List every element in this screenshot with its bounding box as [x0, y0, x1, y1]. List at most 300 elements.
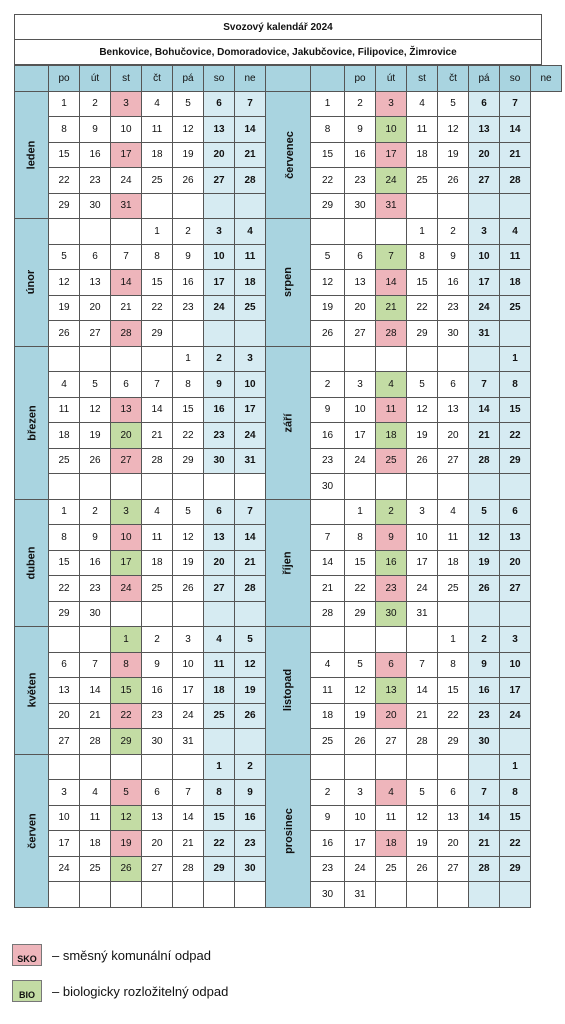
empty-cell — [111, 474, 142, 500]
legend-swatch-sko: SKO — [12, 944, 42, 966]
day-cell: 1 — [311, 91, 345, 117]
day-cell — [111, 754, 142, 780]
day-cell: 4 — [407, 91, 438, 117]
day-cell: 26 — [173, 168, 204, 194]
day-cell: 18 — [142, 142, 173, 168]
day-cell: 29 — [500, 448, 531, 474]
day-cell — [235, 321, 266, 347]
day-cell: 13 — [204, 117, 235, 143]
day-cell: 27 — [111, 448, 142, 474]
day-cell: 2 — [235, 754, 266, 780]
day-cell — [376, 882, 407, 908]
day-cell: 11 — [142, 525, 173, 551]
day-cell: 27 — [469, 168, 500, 194]
day-cell: 3 — [345, 372, 376, 398]
day-cell: 1 — [49, 91, 80, 117]
day-cell: 4 — [80, 780, 111, 806]
day-cell: 13 — [49, 678, 80, 704]
day-cell — [345, 219, 376, 245]
day-cell: 29 — [311, 193, 345, 219]
day-cell: 16 — [142, 678, 173, 704]
day-cell: 29 — [173, 448, 204, 474]
day-cell: 3 — [111, 91, 142, 117]
day-cell — [376, 474, 407, 500]
day-cell: 15 — [500, 397, 531, 423]
day-cell: 4 — [142, 91, 173, 117]
day-cell: 15 — [204, 805, 235, 831]
day-cell — [438, 346, 469, 372]
day-cell: 26 — [469, 576, 500, 602]
weekday-header: ne — [235, 66, 266, 92]
day-cell: 22 — [173, 423, 204, 449]
day-cell: 12 — [345, 678, 376, 704]
day-cell: 17 — [49, 831, 80, 857]
month-name: září — [282, 413, 294, 432]
day-cell: 14 — [80, 678, 111, 704]
day-cell: 28 — [142, 448, 173, 474]
day-cell: 19 — [173, 550, 204, 576]
day-cell — [80, 754, 111, 780]
legend — [12, 944, 228, 1016]
day-cell: 7 — [173, 780, 204, 806]
day-cell: 28 — [500, 168, 531, 194]
day-cell: 10 — [204, 244, 235, 270]
day-cell: 19 — [469, 550, 500, 576]
day-cell: 16 — [204, 397, 235, 423]
day-cell: 12 — [311, 270, 345, 296]
day-cell: 20 — [438, 831, 469, 857]
day-cell: 30 — [469, 729, 500, 755]
day-cell: 6 — [438, 780, 469, 806]
week-row — [15, 499, 562, 525]
day-cell: 17 — [345, 423, 376, 449]
day-cell — [500, 601, 531, 627]
day-cell: 26 — [173, 576, 204, 602]
day-cell: 1 — [500, 346, 531, 372]
day-cell: 5 — [438, 91, 469, 117]
weekday-header: út — [80, 66, 111, 92]
day-cell — [407, 193, 438, 219]
day-cell: 21 — [311, 576, 345, 602]
day-cell: 30 — [80, 601, 111, 627]
day-cell: 17 — [235, 397, 266, 423]
legend-label-bio: – biologicky rozložitelný odpad — [52, 983, 229, 999]
legend-item-sko — [12, 944, 228, 966]
day-cell: 5 — [407, 372, 438, 398]
day-cell: 6 — [376, 652, 407, 678]
month-label — [15, 91, 49, 219]
day-cell — [49, 219, 80, 245]
day-cell — [407, 882, 438, 908]
day-cell — [111, 219, 142, 245]
day-cell: 10 — [235, 372, 266, 398]
day-cell: 11 — [49, 397, 80, 423]
day-cell: 22 — [204, 831, 235, 857]
day-cell: 7 — [142, 372, 173, 398]
day-cell: 21 — [469, 423, 500, 449]
day-cell: 24 — [204, 295, 235, 321]
day-cell: 4 — [438, 499, 469, 525]
day-cell: 5 — [49, 244, 80, 270]
day-cell — [407, 346, 438, 372]
day-cell: 27 — [345, 321, 376, 347]
week-row — [15, 627, 562, 653]
legend-item-bio — [12, 980, 228, 1002]
day-cell: 7 — [235, 499, 266, 525]
day-cell: 28 — [80, 729, 111, 755]
week-row — [15, 219, 562, 245]
day-cell — [173, 601, 204, 627]
day-cell: 9 — [142, 652, 173, 678]
month-label — [266, 754, 311, 907]
day-cell: 8 — [345, 525, 376, 551]
day-cell: 27 — [500, 576, 531, 602]
day-cell: 15 — [111, 678, 142, 704]
day-cell: 8 — [204, 780, 235, 806]
day-cell — [111, 346, 142, 372]
day-cell: 5 — [111, 780, 142, 806]
day-cell: 4 — [376, 780, 407, 806]
month-label — [266, 627, 311, 755]
day-cell: 18 — [407, 142, 438, 168]
day-cell: 2 — [311, 372, 345, 398]
day-cell: 2 — [80, 499, 111, 525]
day-cell: 6 — [204, 91, 235, 117]
day-cell: 5 — [311, 244, 345, 270]
week-row — [15, 91, 562, 117]
day-cell: 22 — [438, 703, 469, 729]
day-cell: 5 — [80, 372, 111, 398]
day-cell — [469, 754, 500, 780]
day-cell: 13 — [111, 397, 142, 423]
day-cell: 3 — [204, 219, 235, 245]
day-cell: 29 — [204, 856, 235, 882]
day-cell: 13 — [345, 270, 376, 296]
day-cell: 26 — [311, 321, 345, 347]
day-cell — [407, 474, 438, 500]
day-cell: 1 — [142, 219, 173, 245]
day-cell: 25 — [500, 295, 531, 321]
day-cell: 13 — [80, 270, 111, 296]
day-cell: 7 — [500, 91, 531, 117]
day-cell: 20 — [500, 550, 531, 576]
weekday-header-row — [15, 66, 562, 92]
day-cell: 23 — [469, 703, 500, 729]
day-cell: 15 — [407, 270, 438, 296]
day-cell: 24 — [407, 576, 438, 602]
day-cell: 20 — [204, 142, 235, 168]
day-cell — [500, 193, 531, 219]
day-cell: 21 — [173, 831, 204, 857]
day-cell: 22 — [500, 831, 531, 857]
day-cell: 15 — [173, 397, 204, 423]
day-cell: 22 — [49, 168, 80, 194]
day-cell: 11 — [376, 805, 407, 831]
day-cell: 4 — [235, 219, 266, 245]
day-cell: 31 — [173, 729, 204, 755]
day-cell: 31 — [376, 193, 407, 219]
day-cell: 31 — [111, 193, 142, 219]
day-cell — [80, 627, 111, 653]
day-cell: 4 — [311, 652, 345, 678]
day-cell: 10 — [469, 244, 500, 270]
month-label — [266, 219, 311, 347]
day-cell: 11 — [500, 244, 531, 270]
month-label — [15, 499, 49, 627]
day-cell: 1 — [345, 499, 376, 525]
day-cell: 12 — [469, 525, 500, 551]
day-cell: 13 — [438, 805, 469, 831]
day-cell: 6 — [142, 780, 173, 806]
month-label — [15, 754, 49, 907]
day-cell — [142, 193, 173, 219]
month-name: prosinec — [282, 807, 295, 854]
day-cell: 17 — [173, 678, 204, 704]
day-cell: 17 — [500, 678, 531, 704]
day-cell: 10 — [345, 397, 376, 423]
day-cell — [500, 882, 531, 908]
month-label — [15, 346, 49, 499]
day-cell: 16 — [345, 142, 376, 168]
weekday-header: so — [500, 66, 531, 92]
day-cell: 11 — [235, 244, 266, 270]
day-cell: 23 — [311, 448, 345, 474]
day-cell: 29 — [111, 729, 142, 755]
day-cell: 26 — [111, 856, 142, 882]
day-cell: 19 — [407, 423, 438, 449]
empty-cell — [204, 882, 235, 908]
day-cell: 7 — [376, 244, 407, 270]
day-cell: 28 — [111, 321, 142, 347]
day-cell: 30 — [80, 193, 111, 219]
day-cell — [204, 193, 235, 219]
day-cell: 30 — [311, 882, 345, 908]
day-cell: 15 — [438, 678, 469, 704]
day-cell — [469, 601, 500, 627]
day-cell: 21 — [80, 703, 111, 729]
day-cell: 10 — [407, 525, 438, 551]
empty-cell — [142, 882, 173, 908]
day-cell — [311, 346, 345, 372]
day-cell — [311, 219, 345, 245]
weekday-header: st — [111, 66, 142, 92]
day-cell: 12 — [111, 805, 142, 831]
day-cell: 2 — [80, 91, 111, 117]
month-name: říjen — [281, 551, 294, 575]
day-cell: 17 — [376, 142, 407, 168]
day-cell: 30 — [142, 729, 173, 755]
day-cell: 17 — [111, 142, 142, 168]
day-cell: 9 — [469, 652, 500, 678]
week-row — [15, 754, 562, 780]
day-cell: 25 — [376, 856, 407, 882]
day-cell: 23 — [80, 576, 111, 602]
day-cell: 27 — [204, 576, 235, 602]
day-cell: 23 — [376, 576, 407, 602]
day-cell: 9 — [438, 244, 469, 270]
day-cell: 17 — [407, 550, 438, 576]
day-cell: 20 — [49, 703, 80, 729]
column-gap — [266, 66, 311, 92]
day-cell — [204, 601, 235, 627]
day-cell: 16 — [311, 423, 345, 449]
day-cell: 16 — [235, 805, 266, 831]
day-cell: 24 — [345, 448, 376, 474]
day-cell — [376, 219, 407, 245]
day-cell: 8 — [311, 117, 345, 143]
day-cell: 14 — [311, 550, 345, 576]
day-cell: 3 — [469, 219, 500, 245]
day-cell: 26 — [235, 703, 266, 729]
day-cell: 13 — [376, 678, 407, 704]
weekday-header: po — [345, 66, 376, 92]
day-cell: 5 — [173, 91, 204, 117]
day-cell: 9 — [80, 117, 111, 143]
day-cell: 24 — [376, 168, 407, 194]
day-cell: 29 — [438, 729, 469, 755]
weekday-header: st — [407, 66, 438, 92]
empty-cell — [204, 474, 235, 500]
weekday-header: so — [204, 66, 235, 92]
day-cell: 19 — [345, 703, 376, 729]
calendar-container — [14, 14, 552, 908]
day-cell: 29 — [407, 321, 438, 347]
day-cell: 2 — [311, 780, 345, 806]
day-cell: 26 — [345, 729, 376, 755]
day-cell — [204, 321, 235, 347]
day-cell: 17 — [345, 831, 376, 857]
day-cell — [407, 754, 438, 780]
day-cell: 8 — [500, 780, 531, 806]
day-cell: 23 — [235, 831, 266, 857]
day-cell — [173, 193, 204, 219]
day-cell: 22 — [407, 295, 438, 321]
day-cell — [173, 321, 204, 347]
month-name: únor — [25, 270, 38, 295]
month-name: květen — [26, 672, 39, 708]
weekday-header: pá — [173, 66, 204, 92]
calendar-subtitle: Benkovice, Bohučovice, Domoradovice, Jakubčovice, Filipovice, Žimrovice — [14, 39, 542, 65]
day-cell: 8 — [49, 117, 80, 143]
day-cell: 24 — [235, 423, 266, 449]
day-cell — [111, 601, 142, 627]
day-cell: 8 — [142, 244, 173, 270]
day-cell: 28 — [173, 856, 204, 882]
day-cell — [376, 346, 407, 372]
day-cell: 10 — [111, 525, 142, 551]
day-cell: 19 — [311, 295, 345, 321]
day-cell: 12 — [173, 525, 204, 551]
day-cell: 14 — [500, 117, 531, 143]
day-cell — [80, 219, 111, 245]
day-cell: 10 — [173, 652, 204, 678]
day-cell: 12 — [407, 805, 438, 831]
day-cell: 28 — [235, 576, 266, 602]
day-cell: 14 — [407, 678, 438, 704]
month-name: srpen — [282, 267, 294, 298]
day-cell: 15 — [49, 142, 80, 168]
day-cell: 11 — [204, 652, 235, 678]
day-cell: 3 — [407, 499, 438, 525]
week-row — [15, 346, 562, 372]
day-cell: 13 — [142, 805, 173, 831]
day-cell: 11 — [407, 117, 438, 143]
day-cell: 3 — [345, 780, 376, 806]
day-cell — [345, 474, 376, 500]
empty-cell — [235, 882, 266, 908]
day-cell: 15 — [142, 270, 173, 296]
day-cell — [438, 882, 469, 908]
day-cell: 15 — [345, 550, 376, 576]
day-cell: 29 — [49, 601, 80, 627]
header-corner — [15, 66, 49, 92]
empty-cell — [49, 882, 80, 908]
day-cell — [311, 627, 345, 653]
day-cell: 30 — [438, 321, 469, 347]
day-cell: 20 — [469, 142, 500, 168]
day-cell: 19 — [235, 678, 266, 704]
day-cell: 30 — [235, 856, 266, 882]
day-cell: 28 — [311, 601, 345, 627]
day-cell — [142, 601, 173, 627]
day-cell: 11 — [438, 525, 469, 551]
empty-cell — [173, 474, 204, 500]
calendar-title: Svozový kalendář 2024 — [14, 14, 542, 39]
legend-swatch-bio: BIO — [12, 980, 42, 1002]
day-cell: 3 — [235, 346, 266, 372]
day-cell: 25 — [142, 168, 173, 194]
day-cell: 25 — [376, 448, 407, 474]
day-cell: 19 — [438, 142, 469, 168]
day-cell: 21 — [500, 142, 531, 168]
day-cell: 22 — [345, 576, 376, 602]
day-cell: 22 — [311, 168, 345, 194]
day-cell: 20 — [204, 550, 235, 576]
day-cell: 27 — [438, 448, 469, 474]
day-cell: 23 — [345, 168, 376, 194]
day-cell: 6 — [469, 91, 500, 117]
day-cell: 16 — [80, 142, 111, 168]
day-cell: 10 — [49, 805, 80, 831]
month-name: listopad — [281, 669, 294, 712]
day-cell: 17 — [111, 550, 142, 576]
month-name: duben — [25, 546, 38, 580]
weekday-header: pá — [469, 66, 500, 92]
day-cell — [438, 193, 469, 219]
empty-cell — [142, 474, 173, 500]
day-cell: 7 — [311, 525, 345, 551]
day-cell: 7 — [469, 372, 500, 398]
day-cell: 12 — [173, 117, 204, 143]
legend-label-sko: – směsný komunální odpad — [52, 947, 211, 963]
day-cell: 25 — [438, 576, 469, 602]
day-cell: 2 — [204, 346, 235, 372]
day-cell: 24 — [111, 168, 142, 194]
day-cell: 28 — [407, 729, 438, 755]
day-cell — [345, 627, 376, 653]
day-cell: 21 — [407, 703, 438, 729]
day-cell: 25 — [204, 703, 235, 729]
day-cell: 18 — [142, 550, 173, 576]
day-cell: 18 — [376, 831, 407, 857]
day-cell: 1 — [111, 627, 142, 653]
day-cell — [173, 754, 204, 780]
day-cell: 26 — [407, 448, 438, 474]
day-cell: 14 — [469, 805, 500, 831]
day-cell: 21 — [235, 550, 266, 576]
day-cell: 10 — [345, 805, 376, 831]
day-cell: 7 — [111, 244, 142, 270]
